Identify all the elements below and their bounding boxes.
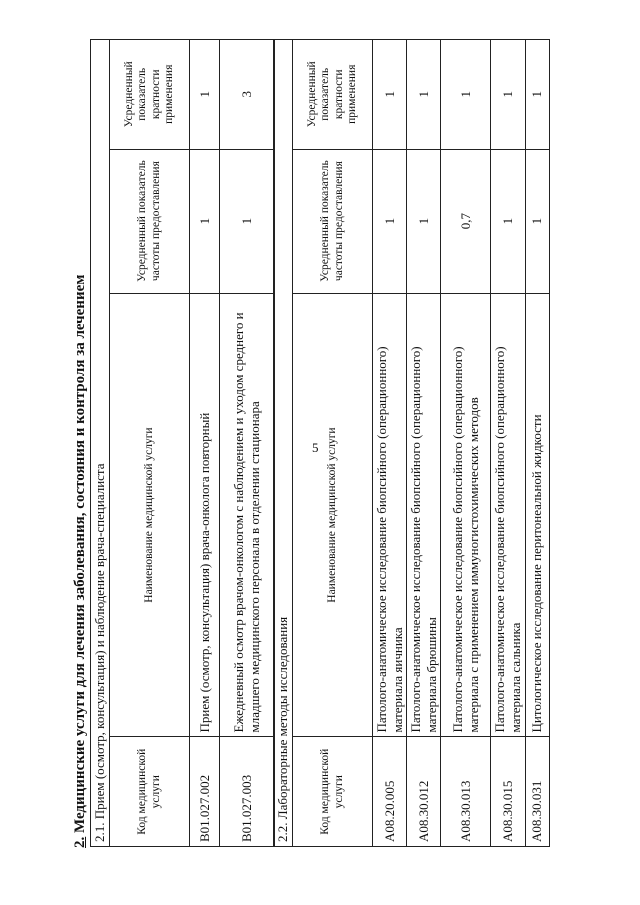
table-row — [491, 40, 525, 847]
section-number: 2. — [72, 836, 88, 848]
service-code: A08.30.015 — [491, 737, 525, 847]
multiplicity-value: 1 — [190, 40, 220, 150]
service-name: Патолого-анатомическое исследование биопсийного (операционного) материала сальника — [491, 293, 525, 737]
header-code: Код медицинской услуги — [110, 737, 190, 847]
section-title-text: Медицинские услуги для лечения заболевания, состояния и контроля за лечением — [72, 274, 88, 833]
table-row — [220, 40, 275, 847]
table-row — [407, 40, 441, 847]
frequency-value: 1 — [190, 149, 220, 293]
service-code: A08.30.013 — [441, 737, 491, 847]
header-mult: Усредненный показатель кратности применения — [110, 40, 190, 150]
header-freq: Усредненный показатель частоты предоставления — [293, 149, 373, 293]
header-freq: Усредненный показатель частоты предоставления — [110, 149, 190, 293]
header-name: Наименование медицинской услуги — [293, 293, 373, 737]
frequency-value: 1 — [491, 149, 525, 293]
table-consultations — [90, 39, 275, 847]
service-code: A08.30.012 — [407, 737, 441, 847]
service-code: A08.30.031 — [525, 737, 549, 847]
frequency-value: 0,7 — [441, 149, 491, 293]
multiplicity-value: 1 — [525, 40, 549, 150]
service-code: B01.027.002 — [190, 737, 220, 847]
frequency-value: 1 — [220, 149, 275, 293]
page-number: 5 — [312, 440, 319, 455]
multiplicity-value: 1 — [491, 40, 525, 150]
frequency-value: 1 — [407, 149, 441, 293]
service-name: Патолого-анатомическое исследование биопсийного (операционного) материала с применением иммуногистохимических методов — [441, 293, 491, 737]
service-name: Цитологическое исследование перитонеальной жидкости — [525, 293, 549, 737]
multiplicity-value: 1 — [441, 40, 491, 150]
header-name: Наименование медицинской услуги — [110, 293, 190, 737]
service-name: Патолого-анатомическое исследование биопсийного (операционного) материала брюшины — [407, 293, 441, 737]
frequency-value: 1 — [373, 149, 407, 293]
service-code: B01.027.003 — [220, 737, 275, 847]
multiplicity-value: 3 — [220, 40, 275, 150]
table-row — [373, 40, 407, 847]
table2-subtitle: 2.2. Лабораторные методы исследования — [274, 40, 293, 847]
multiplicity-value: 1 — [407, 40, 441, 150]
table-row — [525, 40, 549, 847]
header-mult: Усредненный показатель кратности применения — [293, 40, 373, 150]
service-name: Патолого-анатомическое исследование биопсийного (операционного) материала яичника — [373, 293, 407, 737]
table-row — [190, 40, 220, 847]
header-code: Код медицинской услуги — [293, 737, 373, 847]
section-title — [72, 275, 89, 848]
frequency-value: 1 — [525, 149, 549, 293]
service-name: Ежедневный осмотр врачом-онкологом с наблюдением и уходом среднего и младшего медицинского персонала в отделении стационара — [220, 293, 275, 737]
service-name: Прием (осмотр, консультация) врача-онколога повторный — [190, 293, 220, 737]
table-row — [441, 40, 491, 847]
service-code: A08.20.005 — [373, 737, 407, 847]
table-lab-methods — [273, 39, 550, 847]
table1-subtitle: 2.1. Прием (осмотр, консультация) и наблюдение врача-специалиста — [91, 40, 110, 847]
multiplicity-value: 1 — [373, 40, 407, 150]
